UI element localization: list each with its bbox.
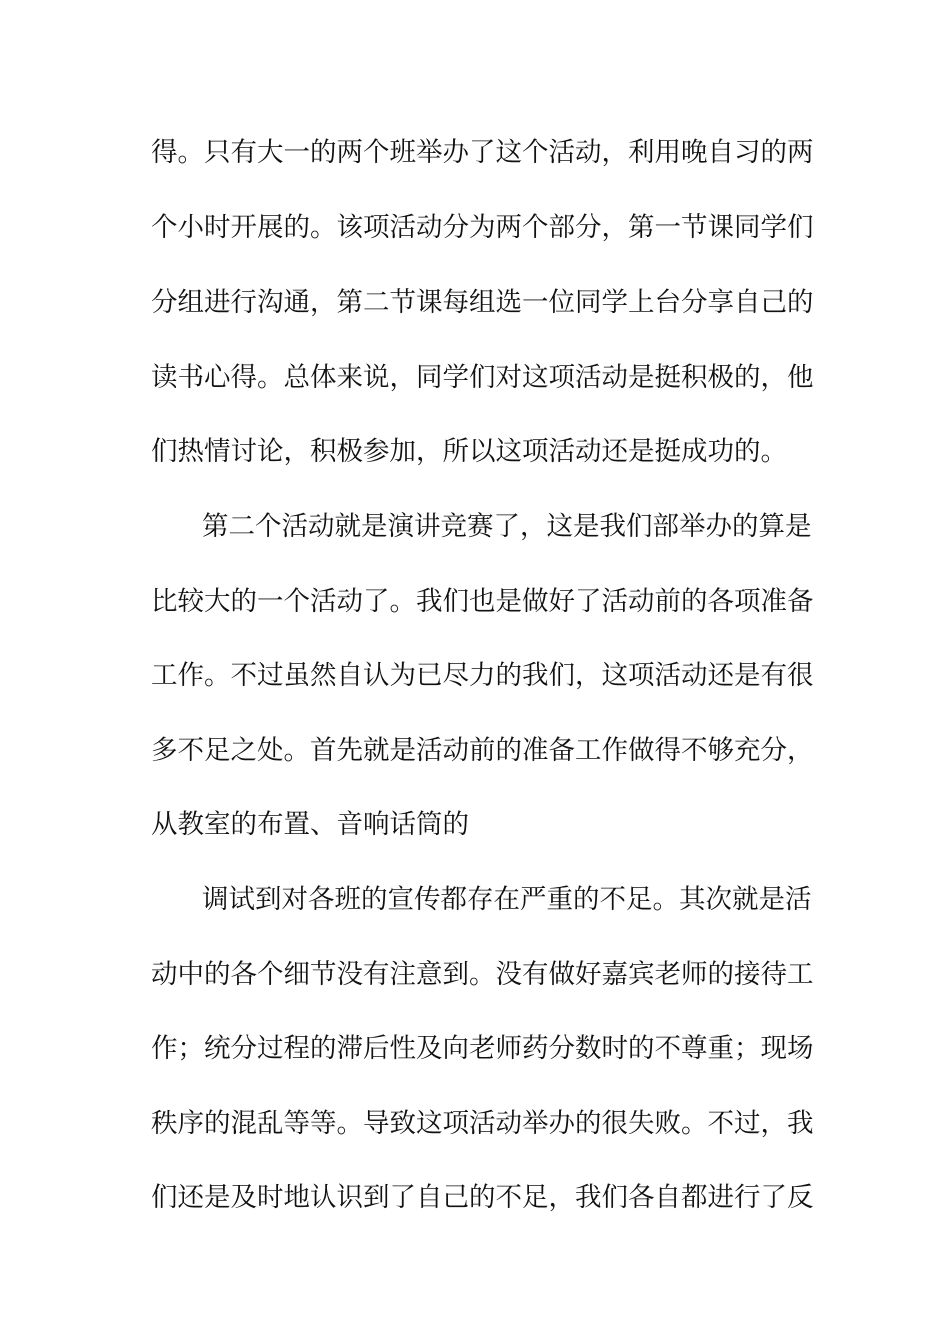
text-line: 秩序的混乱等等。导致这项活动举办的很失败。不过，我: [151, 1108, 814, 1139]
text-line: 比较大的一个活动了。我们也是做好了活动前的各项准备: [151, 586, 814, 617]
text-line: 动中的各个细节没有注意到。没有做好嘉宾老师的接待工: [151, 959, 814, 990]
text-line: 分组进行沟通，第二节课每组选一位同学上台分享自己的: [151, 287, 814, 318]
text-line: 们热情讨论，积极参加，所以这项活动还是挺成功的。: [151, 436, 787, 467]
text-line: 们还是及时地认识到了自己的不足，我们各自都进行了反: [151, 1182, 814, 1213]
text-line: 多不足之处。首先就是活动前的准备工作做得不够充分，: [151, 735, 814, 766]
text-line: 个小时开展的。该项活动分为两个部分，第一节课同学们: [151, 212, 814, 243]
text-line: 读书心得。总体来说，同学们对这项活动是挺积极的，他: [151, 362, 814, 393]
text-line: 从教室的布置、音响话筒的: [151, 809, 469, 840]
paragraph-first-line: 第二个活动就是演讲竞赛了，这是我们部举办的算是: [202, 511, 812, 542]
text-line: 得。只有大一的两个班举办了这个活动，利用晚自习的两: [151, 137, 814, 168]
text-line: 工作。不过虽然自认为已尽力的我们，这项活动还是有很: [151, 660, 814, 691]
text-line: 作；统分过程的滞后性及向老师药分数时的不尊重；现场: [151, 1033, 814, 1064]
paragraph-first-line: 调试到对各班的宣传都存在严重的不足。其次就是活: [202, 884, 812, 915]
